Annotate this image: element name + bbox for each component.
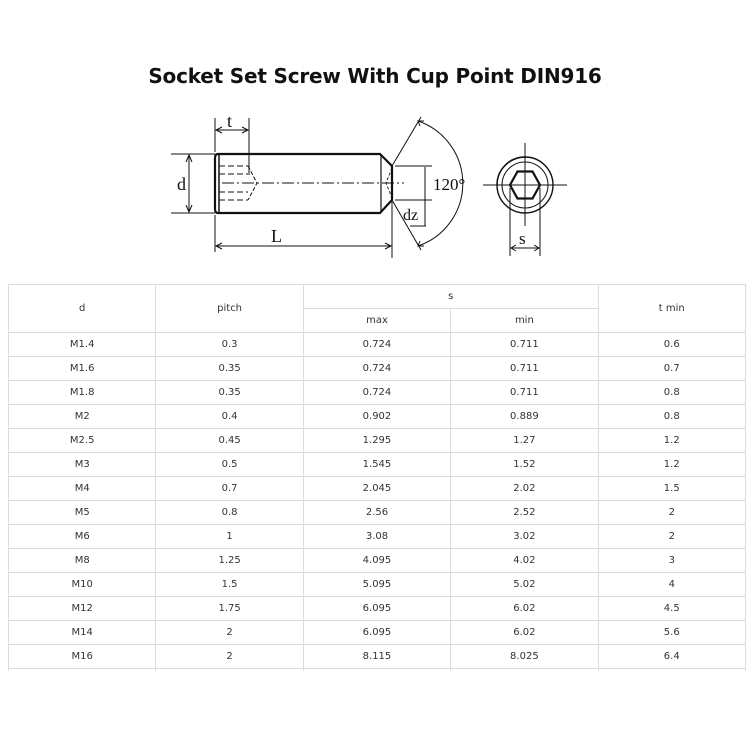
cell-s-max: 2.045 xyxy=(303,477,450,501)
label-120-degrees: 120° xyxy=(433,175,466,194)
table-row xyxy=(9,477,746,501)
cell-d: M2 xyxy=(9,405,156,429)
cell-empty xyxy=(303,669,450,672)
header-pitch: pitch xyxy=(156,285,303,333)
cell-s-max: 1.545 xyxy=(303,453,450,477)
cell-s-min: 0.889 xyxy=(451,405,598,429)
cell-s-max: 4.095 xyxy=(303,549,450,573)
cell-pitch: 1.75 xyxy=(156,597,303,621)
cell-empty xyxy=(9,669,156,672)
cell-t-min: 2 xyxy=(598,525,745,549)
cell-pitch: 1.5 xyxy=(156,573,303,597)
cell-s-max: 8.115 xyxy=(303,645,450,669)
cell-t-min: 0.6 xyxy=(598,333,745,357)
cell-s-min: 3.02 xyxy=(451,525,598,549)
cell-pitch: 0.35 xyxy=(156,381,303,405)
cell-s-min: 2.52 xyxy=(451,501,598,525)
cell-s-max: 0.902 xyxy=(303,405,450,429)
cell-d: M2.5 xyxy=(9,429,156,453)
cell-s-max: 5.095 xyxy=(303,573,450,597)
cell-empty xyxy=(451,669,598,672)
label-s: s xyxy=(519,229,526,248)
cell-t-min: 1.2 xyxy=(598,453,745,477)
cell-t-min: 0.7 xyxy=(598,357,745,381)
cell-s-min: 6.02 xyxy=(451,597,598,621)
cell-t-min: 4.5 xyxy=(598,597,745,621)
label-dz: dz xyxy=(403,207,419,224)
cell-t-min: 6.4 xyxy=(598,645,745,669)
cell-s-min: 8.025 xyxy=(451,645,598,669)
cell-s-max: 0.724 xyxy=(303,357,450,381)
table-row-cutoff xyxy=(9,669,746,672)
cell-s-min: 0.711 xyxy=(451,381,598,405)
cell-d: M5 xyxy=(9,501,156,525)
cell-d: M14 xyxy=(9,621,156,645)
cell-s-min: 6.02 xyxy=(451,621,598,645)
cell-d: M10 xyxy=(9,573,156,597)
cell-d: M1.6 xyxy=(9,357,156,381)
cell-pitch: 0.7 xyxy=(156,477,303,501)
cell-pitch: 0.45 xyxy=(156,429,303,453)
table-row xyxy=(9,549,746,573)
cell-s-min: 2.02 xyxy=(451,477,598,501)
cell-d: M6 xyxy=(9,525,156,549)
header-s-min: min xyxy=(451,309,598,333)
cell-t-min: 2 xyxy=(598,501,745,525)
table-row xyxy=(9,573,746,597)
side-view xyxy=(171,117,466,258)
cell-pitch: 0.5 xyxy=(156,453,303,477)
cell-empty xyxy=(156,669,303,672)
cell-s-max: 3.08 xyxy=(303,525,450,549)
table-row xyxy=(9,645,746,669)
table-row xyxy=(9,429,746,453)
cell-s-min: 1.52 xyxy=(451,453,598,477)
table-row xyxy=(9,501,746,525)
cell-s-max: 6.095 xyxy=(303,597,450,621)
label-t: t xyxy=(227,111,233,131)
cell-s-min: 1.27 xyxy=(451,429,598,453)
cell-d: M1.8 xyxy=(9,381,156,405)
cell-empty xyxy=(598,669,745,672)
cell-t-min: 0.8 xyxy=(598,405,745,429)
cell-s-min: 0.711 xyxy=(451,333,598,357)
cell-pitch: 0.3 xyxy=(156,333,303,357)
table-row xyxy=(9,405,746,429)
cell-s-max: 6.095 xyxy=(303,621,450,645)
cell-t-min: 4 xyxy=(598,573,745,597)
cell-s-min: 4.02 xyxy=(451,549,598,573)
cell-s-min: 5.02 xyxy=(451,573,598,597)
cell-t-min: 3 xyxy=(598,549,745,573)
cell-pitch: 1.25 xyxy=(156,549,303,573)
cell-pitch: 2 xyxy=(156,645,303,669)
cell-d: M12 xyxy=(9,597,156,621)
cell-t-min: 5.6 xyxy=(598,621,745,645)
header-d: d xyxy=(9,285,156,333)
table-row xyxy=(9,453,746,477)
cell-s-max: 0.724 xyxy=(303,381,450,405)
cell-s-max: 2.56 xyxy=(303,501,450,525)
cell-d: M4 xyxy=(9,477,156,501)
table-row xyxy=(9,357,746,381)
cell-d: M16 xyxy=(9,645,156,669)
cell-pitch: 0.4 xyxy=(156,405,303,429)
technical-drawing xyxy=(0,0,750,280)
cell-d: M1.4 xyxy=(9,333,156,357)
cell-t-min: 0.8 xyxy=(598,381,745,405)
cell-pitch: 1 xyxy=(156,525,303,549)
header-s: s xyxy=(303,285,598,309)
dimension-table xyxy=(8,284,746,671)
cell-s-min: 0.711 xyxy=(451,357,598,381)
page-title: Socket Set Screw With Cup Point DIN916 xyxy=(148,64,602,88)
table-row xyxy=(9,621,746,645)
label-L: L xyxy=(271,226,282,246)
header-s-max: max xyxy=(303,309,450,333)
label-d: d xyxy=(177,174,186,194)
cell-pitch: 0.8 xyxy=(156,501,303,525)
table-row xyxy=(9,381,746,405)
header-t-min: t min xyxy=(598,285,745,333)
table-row xyxy=(9,333,746,357)
cell-pitch: 0.35 xyxy=(156,357,303,381)
cell-d: M3 xyxy=(9,453,156,477)
cell-t-min: 1.2 xyxy=(598,429,745,453)
table-row xyxy=(9,597,746,621)
cell-t-min: 1.5 xyxy=(598,477,745,501)
table-row xyxy=(9,525,746,549)
cell-s-max: 1.295 xyxy=(303,429,450,453)
cell-d: M8 xyxy=(9,549,156,573)
cell-pitch: 2 xyxy=(156,621,303,645)
cell-s-max: 0.724 xyxy=(303,333,450,357)
